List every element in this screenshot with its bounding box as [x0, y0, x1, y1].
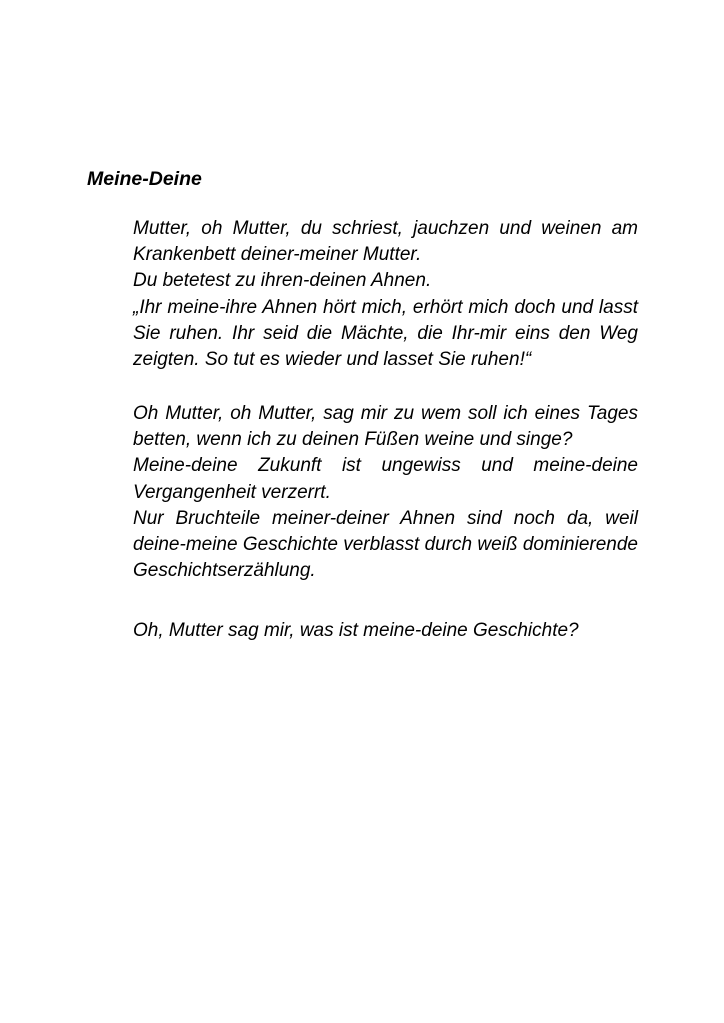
stanza-2-paragraph-3: Nur Bruchteile meiner-deiner Ahnen sind noch da, weil deine-meine Geschichte verblasst durch weiß dominierende Geschichtserzählung.: [133, 507, 638, 582]
stanza-2-paragraph-2: Meine-deine Zukunft ist ungewiss und meine-deine Vergangenheit verzerrt.: [133, 455, 638, 503]
stanza-3-paragraph-1: Oh, Mutter sag mir, was ist meine-deine Geschichte?: [133, 620, 579, 641]
stanza-1-paragraph-2: Du betetest zu ihren-deinen Ahnen.: [133, 270, 432, 292]
stanza-2: [133, 401, 638, 584]
poem-title: Meine-Deine: [87, 168, 202, 190]
stanza-1-paragraph-1: Mutter, oh Mutter, du schriest, jauchzen und weinen am Krankenbett deiner-meiner Mutter.: [133, 218, 638, 266]
stanza-1-paragraph-3: „Ihr meine-ihre Ahnen hört mich, erhört mich doch und lasst Sie ruhen. Ihr seid die Mächte, die Ihr-mir eins den Weg zeigten. So tut es wieder und lasset Sie ruhen!“: [133, 296, 638, 371]
stanza-2-paragraph-1: Oh Mutter, oh Mutter, sag mir zu wem soll ich eines Tages betten, wenn ich zu deinen Füßen weine und singe?: [133, 403, 638, 451]
stanza-1: [133, 216, 638, 373]
stanza-3: [133, 618, 638, 644]
